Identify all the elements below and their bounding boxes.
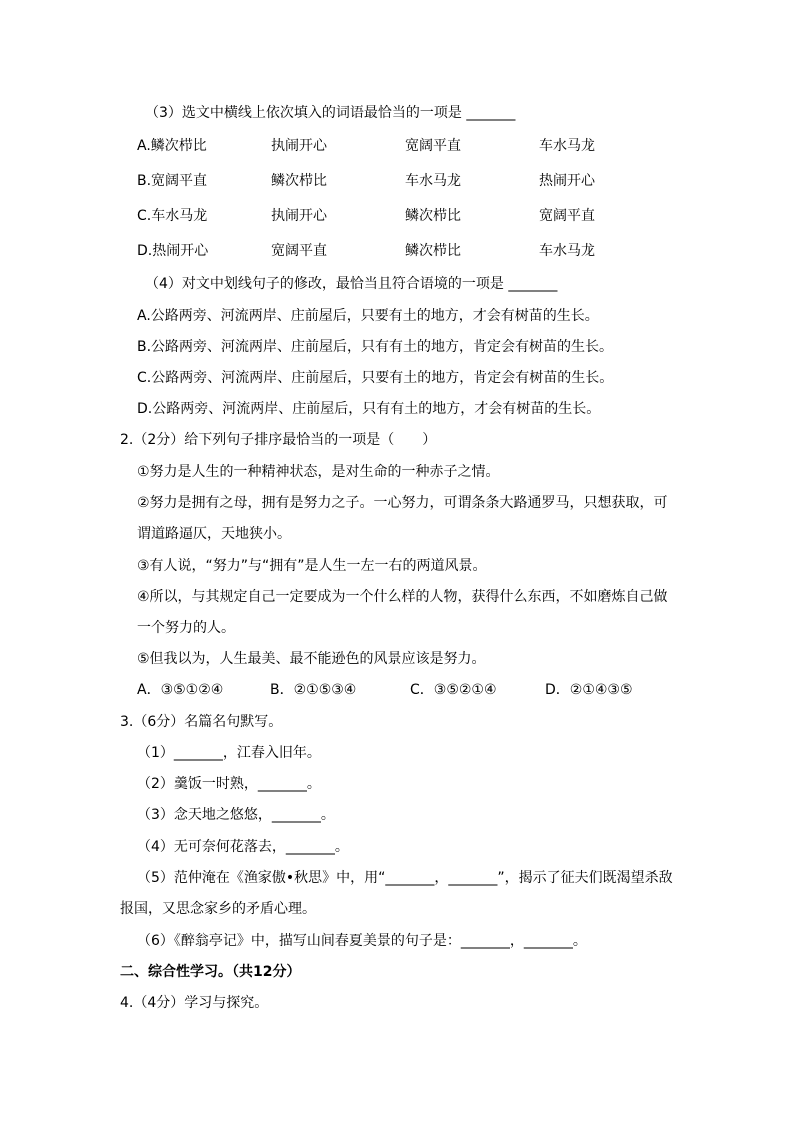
q1-3-row-a-2: 执闹开心 bbox=[271, 138, 327, 154]
q2-stem: 2.（2分）给下列句子排序最恰当的一项是（ ） bbox=[120, 432, 437, 448]
q1-3-row-b-3: 车水马龙 bbox=[405, 173, 461, 189]
section-2-title: 二、综合性学习。（共12分） bbox=[120, 964, 301, 980]
q1-3-row-d-3: 鳞次栉比 bbox=[405, 243, 461, 259]
q1-4-option-c: C.公路两旁、河流两岸、庄前屋后，只要有土的地方，肯定会有树苗的生长。 bbox=[137, 370, 614, 386]
q1-3-row-a-4: 车水马龙 bbox=[539, 138, 595, 154]
q3-item-6: （6）《醉翁亭记》中，描写山间春夏美景的句子是：_______，_______。 bbox=[137, 933, 587, 949]
q2-choice-a: A．③⑤①②④ bbox=[137, 682, 224, 698]
q1-4-option-d: D.公路两旁、河流两岸、庄前屋后，只有有土的地方，才会有树苗的生长。 bbox=[137, 401, 601, 417]
q1-3-row-d-1: D.热闹开心 bbox=[137, 243, 209, 259]
q1-3-row-d-2: 宽阔平直 bbox=[271, 243, 327, 259]
q3-item-5: （5）范仲淹在《渔家傲•秋思》中，用“_______，_______”，揭示了征夫们既渴望杀敌 bbox=[137, 870, 673, 886]
q1-4-option-a: A.公路两旁、河流两岸、庄前屋后，只要有土的地方，才会有树苗的生长。 bbox=[137, 308, 599, 324]
q3-item-4: （4）无可奈何花落去，_______。 bbox=[137, 839, 349, 855]
q2-sentence-4b: 一个努力的人。 bbox=[137, 620, 235, 636]
q1-3-row-b-1: B.宽阔平直 bbox=[137, 173, 208, 189]
q4-stem: 4.（4分）学习与探究。 bbox=[120, 995, 269, 1011]
q1-3-row-c-4: 宽阔平直 bbox=[539, 208, 595, 224]
q3-item-1: （1）_______，江春入旧年。 bbox=[137, 745, 321, 761]
q2-sentence-2a: ②努力是拥有之母，拥有是努力之子。一心努力，可谓条条大路通罗马，只想获取，可 bbox=[137, 495, 668, 511]
q1-3-row-c-2: 执闹开心 bbox=[271, 208, 327, 224]
q1-3-row-a-3: 宽阔平直 bbox=[405, 138, 461, 154]
q1-3-row-d-4: 车水马龙 bbox=[539, 243, 595, 259]
q3-item-3: （3）念天地之悠悠，_______。 bbox=[137, 807, 335, 823]
q1-4-stem: （4）对文中划线句子的修改，最恰当且符合语境的一项是 _______ bbox=[145, 276, 558, 292]
q2-choice-d: D．②①④③⑤ bbox=[545, 682, 633, 698]
q3-item-5-cont: 报国，又思念家乡的矛盾心理。 bbox=[120, 901, 316, 917]
q1-3-row-b-2: 鳞次栉比 bbox=[271, 173, 327, 189]
q1-4-option-b: B.公路两旁、河流两岸、庄前屋后，只有有土的地方，肯定会有树苗的生长。 bbox=[137, 339, 614, 355]
q2-sentence-1: ①努力是人生的一种精神状态，是对生命的一种赤子之情。 bbox=[137, 464, 500, 480]
q1-3-row-b-4: 热闹开心 bbox=[539, 173, 595, 189]
q1-3-row-c-3: 鳞次栉比 bbox=[405, 208, 461, 224]
q2-choice-b: B．②①⑤③④ bbox=[270, 682, 357, 698]
q2-sentence-3: ③有人说，“努力”与“拥有”是人生一左一右的两道风景。 bbox=[137, 558, 487, 574]
q3-stem: 3.（6分）名篇名句默写。 bbox=[120, 714, 283, 730]
q1-3-row-a-1: A.鳞次栉比 bbox=[137, 138, 207, 154]
q1-3-row-c-1: C.车水马龙 bbox=[137, 208, 208, 224]
q2-choice-c: C．③⑤②①④ bbox=[410, 682, 497, 698]
q3-item-2: （2）羹饭一时熟，_______。 bbox=[137, 776, 321, 792]
q2-sentence-4a: ④所以，与其规定自己一定要成为一个什么样的人物，获得什么东西，不如磨炼自己做 bbox=[137, 589, 668, 605]
q2-sentence-2b: 谓道路逼仄，天地狭小。 bbox=[137, 526, 291, 542]
q2-sentence-5: ⑤但我以为，人生最美、最不能逊色的风景应该是努力。 bbox=[137, 651, 486, 667]
q1-3-stem: （3）选文中横线上依次填入的词语最恰当的一项是 _______ bbox=[145, 105, 516, 121]
